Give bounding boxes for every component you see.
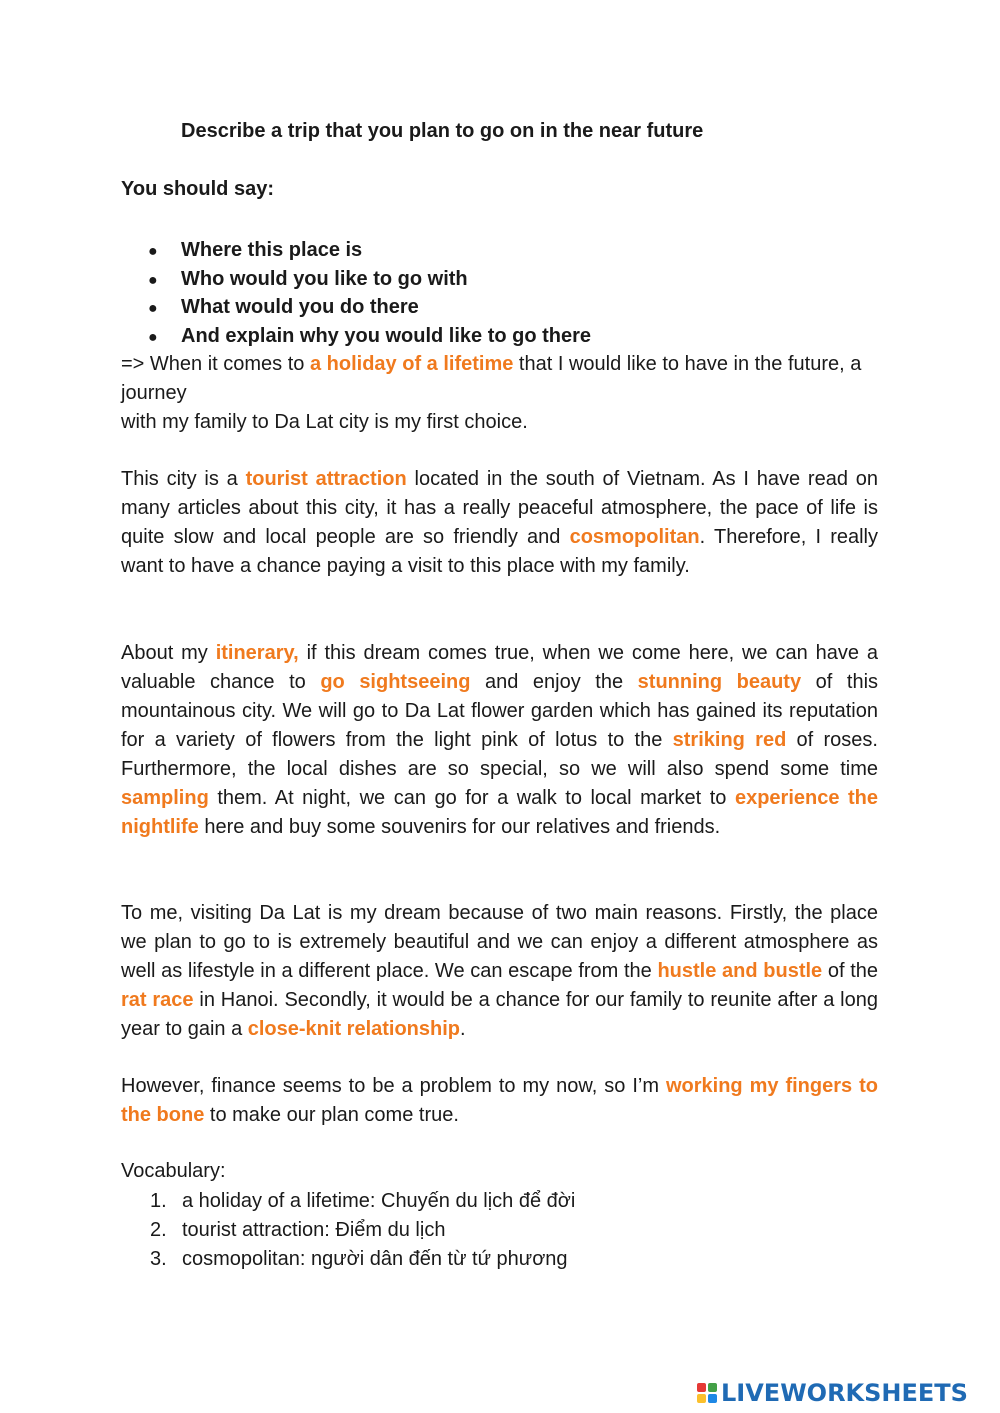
vocab-highlight: working my fingers to the bone bbox=[121, 1075, 878, 1126]
liveworksheets-logo[interactable] bbox=[697, 1376, 968, 1410]
intro-paragraph: => When it comes to a holiday of a lifetime that I would like to have in the future, a journey with my family to Da Lat city is my first choice. bbox=[121, 353, 862, 433]
bullet-item: ● And explain why you would like to go there bbox=[148, 322, 591, 351]
bullet-item: ● Who would you like to go with bbox=[148, 265, 591, 294]
vocab-highlight: experience the nightlife bbox=[121, 787, 878, 838]
page-title: Describe a trip that you plan to go on in the near future bbox=[181, 120, 704, 142]
bullet-item: ● Where this place is bbox=[148, 236, 591, 265]
vocab-highlight: striking red bbox=[672, 729, 787, 751]
vocabulary-item: 2. tourist attraction: Điểm du lịch bbox=[150, 1219, 446, 1241]
vocabulary-heading: Vocabulary: bbox=[121, 1160, 226, 1182]
bullet-icon: ● bbox=[148, 300, 158, 318]
vocab-highlight: itinerary, bbox=[215, 642, 299, 664]
vocab-highlight: go sightseeing bbox=[320, 671, 471, 693]
vocab-highlight: cosmopolitan bbox=[569, 526, 700, 548]
bullet-item: ● What would you do there bbox=[148, 293, 591, 322]
bullet-icon: ● bbox=[148, 243, 158, 260]
prompt-heading: You should say: bbox=[121, 178, 274, 200]
vocab-highlight: sampling bbox=[121, 787, 209, 809]
brand-name: LIVEWORKSHEETS bbox=[721, 1379, 968, 1407]
paragraph-reasons: To me, visiting Da Lat is my dream because of two main reasons. Firstly, the place we plan to go to is extremely beautiful and we can enjoy a different atmosphere as well as lifestyle in a different place. We can escape from the hustle and bustle of the rat race in Hanoi. Secondly, it would be a chance for our family to reunite after a long year to gain a close-knit relationship. bbox=[121, 902, 878, 1040]
bullet-icon: ● bbox=[148, 271, 158, 289]
vocab-highlight: rat race bbox=[121, 989, 194, 1011]
vocab-highlight: a holiday of a lifetime bbox=[309, 353, 514, 375]
prompt-bullet-list bbox=[148, 236, 591, 351]
vocab-highlight: stunning beauty bbox=[637, 671, 802, 693]
logo-grid-icon bbox=[697, 1383, 717, 1403]
vocabulary-list bbox=[150, 1187, 575, 1274]
bullet-icon: ● bbox=[148, 329, 158, 347]
vocab-highlight: hustle and bustle bbox=[657, 960, 823, 982]
vocab-highlight: tourist attraction bbox=[245, 468, 407, 490]
paragraph-itinerary: About my itinerary, if this dream comes true, when we come here, we can have a valuable chance to go sightseeing and enjoy the stunning beauty of this mountainous city. We will go to Da Lat flower garden which has gained its reputation for a variety of flowers from the light pink of lotus to the striking red of roses. Furthermore, the local dishes are so special, so we will also spend some time sampling them. At night, we can go for a walk to local market to experience the nightlife here and buy some souvenirs for our relatives and friends. bbox=[121, 642, 879, 838]
paragraph-destination: This city is a tourist attraction located in the south of Vietnam. As I have read on many articles about this city, it has a really peaceful atmosphere, the pace of life is quite slow and local people are so friendly and cosmopolitan. Therefore, I really want to have a chance paying a visit to this place with my family. bbox=[121, 468, 879, 577]
vocabulary-item: 3. cosmopolitan: người dân đến từ tứ phương bbox=[150, 1248, 568, 1270]
paragraph-conclusion: However, finance seems to be a problem to my now, so I’m working my fingers to the bone to make our plan come true. bbox=[121, 1075, 878, 1126]
vocabulary-item: 1. a holiday of a lifetime: Chuyến du lịch để đời bbox=[150, 1190, 576, 1212]
vocab-highlight: close-knit relationship bbox=[247, 1018, 461, 1040]
